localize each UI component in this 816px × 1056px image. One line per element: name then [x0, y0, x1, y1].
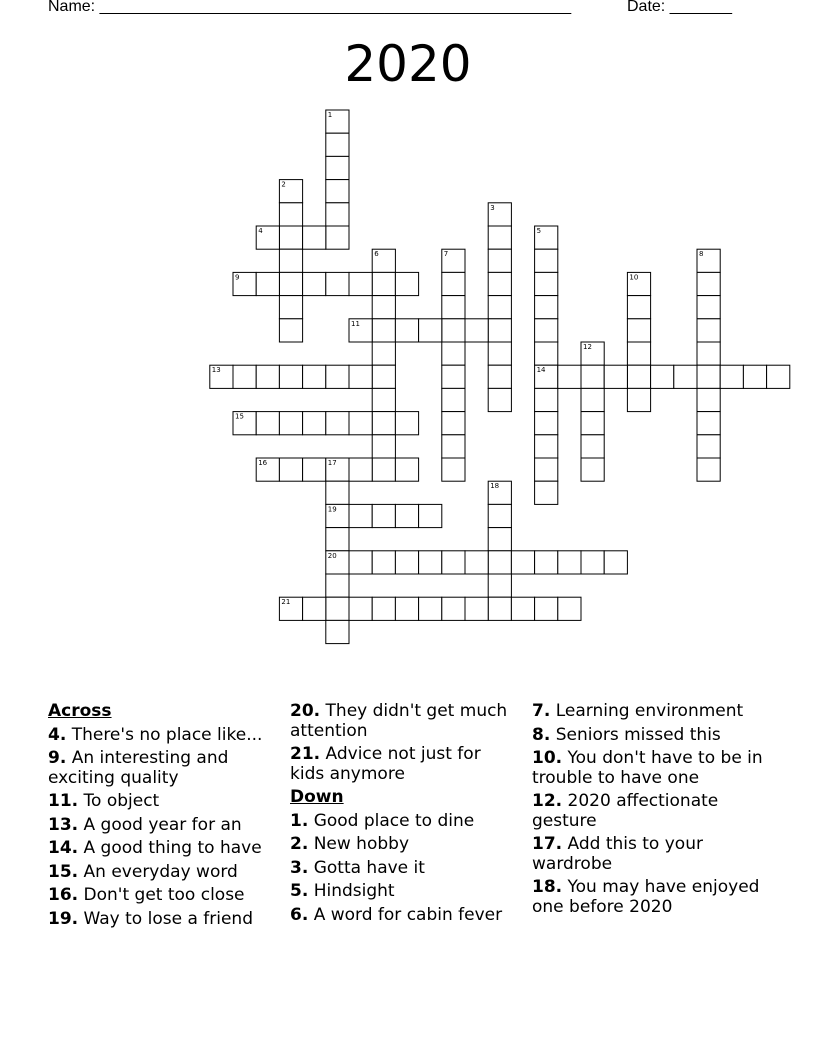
grid-cell[interactable] [535, 272, 558, 295]
grid-cell[interactable] [558, 365, 581, 388]
grid-cell[interactable] [279, 272, 302, 295]
grid-cell[interactable] [279, 319, 302, 342]
grid-cell[interactable] [720, 365, 743, 388]
grid-cell[interactable] [743, 365, 766, 388]
grid-cell[interactable] [372, 365, 395, 388]
grid-cell[interactable] [465, 551, 488, 574]
grid-cell[interactable] [581, 551, 604, 574]
grid-cell[interactable] [488, 319, 511, 342]
grid-cell[interactable] [488, 296, 511, 319]
grid-cell[interactable] [535, 388, 558, 411]
clue-number-label: 14 [536, 366, 546, 375]
grid-cell[interactable] [326, 528, 349, 551]
grid-cell[interactable] [535, 458, 558, 481]
grid-cell[interactable] [627, 388, 650, 411]
grid-cell[interactable] [535, 249, 558, 272]
grid-cell[interactable] [488, 272, 511, 295]
grid-cell[interactable] [627, 342, 650, 365]
clue-across-19: 19. Way to lose a friend [48, 908, 253, 929]
grid-cell[interactable] [581, 435, 604, 458]
clue-number-label: 10 [629, 273, 639, 282]
grid-cell[interactable] [256, 365, 279, 388]
grid-cell[interactable] [372, 272, 395, 295]
clue-across-13: 13. A good year for an [48, 814, 242, 835]
clue-number-label: 20 [327, 551, 337, 560]
grid-cell[interactable] [395, 319, 418, 342]
grid-cell[interactable] [535, 296, 558, 319]
clue-down-3: 3. Gotta have it [290, 857, 425, 878]
grid-cell[interactable] [465, 319, 488, 342]
date-field-label: Date: _______ [627, 0, 732, 15]
name-field-label: Name: _____________________________________________________ [48, 0, 572, 15]
grid-cell[interactable] [326, 226, 349, 249]
grid-cell[interactable] [442, 296, 465, 319]
grid-cell[interactable] [535, 551, 558, 574]
clue-number-label: 4 [258, 227, 263, 235]
grid-cell[interactable] [581, 388, 604, 411]
grid-cell[interactable] [349, 597, 372, 620]
grid-cell[interactable] [651, 365, 674, 388]
grid-cell[interactable] [326, 180, 349, 203]
grid-cell[interactable] [697, 296, 720, 319]
grid-cell[interactable] [697, 412, 720, 435]
grid-cell[interactable] [604, 365, 627, 388]
grid-cell[interactable] [442, 412, 465, 435]
grid-cell[interactable] [395, 597, 418, 620]
grid-cell[interactable] [442, 597, 465, 620]
clue-across-4: 4. There's no place like... [48, 724, 263, 745]
grid-cell[interactable] [442, 458, 465, 481]
grid-cell[interactable] [303, 412, 326, 435]
clue-number-label: 21 [281, 598, 291, 607]
grid-cell[interactable] [279, 296, 302, 319]
grid-cell[interactable] [395, 458, 418, 481]
clue-number-label: 18 [490, 482, 500, 491]
grid-cell[interactable] [488, 249, 511, 272]
grid-cell[interactable] [326, 481, 349, 504]
grid-cell[interactable] [488, 528, 511, 551]
grid-cell[interactable] [488, 226, 511, 249]
clue-number-label: 1 [327, 111, 333, 119]
clue-number-label: 15 [235, 412, 244, 421]
clue-across-9: 9. An interesting and exciting quality [48, 748, 229, 788]
grid-cell[interactable] [442, 365, 465, 388]
grid-cell[interactable] [488, 551, 511, 574]
grid-cell[interactable] [697, 458, 720, 481]
grid-cell[interactable] [395, 412, 418, 435]
grid-cell[interactable] [442, 435, 465, 458]
grid-cell[interactable] [419, 597, 442, 620]
grid-cell[interactable] [279, 412, 302, 435]
grid-cell[interactable] [256, 272, 279, 295]
grid-cell[interactable] [233, 365, 256, 388]
clue-number-label: 19 [327, 505, 337, 514]
grid-cell[interactable] [488, 388, 511, 411]
grid-cell[interactable] [674, 365, 697, 388]
grid-cell[interactable] [326, 203, 349, 226]
clue-across-20: 20. They didn't get much attention [290, 701, 508, 741]
clues-column-2 [290, 702, 520, 929]
grid-cell[interactable] [535, 597, 558, 620]
grid-cell[interactable] [442, 319, 465, 342]
grid-cell[interactable] [627, 365, 650, 388]
clue-number-label: 11 [351, 319, 360, 328]
grid-cell[interactable] [581, 412, 604, 435]
clue-down-5: 5. Hindsight [290, 881, 395, 901]
clue-across-16: 16. Don't get too close [48, 885, 245, 905]
grid-cell[interactable] [279, 203, 302, 226]
grid-cell[interactable] [558, 597, 581, 620]
grid-cell[interactable] [372, 458, 395, 481]
grid-cell[interactable] [349, 272, 372, 295]
grid-cell[interactable] [465, 597, 488, 620]
grid-cell[interactable] [349, 551, 372, 574]
grid-cell[interactable] [279, 249, 302, 272]
grid-cell[interactable] [349, 458, 372, 481]
grid-cell[interactable] [303, 597, 326, 620]
grid-cell[interactable] [535, 412, 558, 435]
clue-number-label: 12 [583, 343, 592, 351]
grid-cell[interactable] [535, 481, 558, 504]
clue-down-6: 6. A word for cabin fever [290, 904, 503, 925]
clue-down-2: 2. New hobby [290, 834, 410, 854]
grid-cell[interactable] [697, 272, 720, 295]
grid-cell[interactable] [372, 342, 395, 365]
grid-cell[interactable] [488, 365, 511, 388]
grid-cell[interactable] [372, 504, 395, 527]
grid-cell[interactable] [488, 597, 511, 620]
clue-number-label: 3 [490, 203, 495, 212]
grid-cell[interactable] [581, 365, 604, 388]
grid-cell[interactable] [442, 342, 465, 365]
grid-cell[interactable] [372, 597, 395, 620]
grid-cell[interactable] [511, 551, 534, 574]
grid-cell[interactable] [395, 272, 418, 295]
grid-cell[interactable] [627, 319, 650, 342]
clue-number-label: 16 [258, 459, 268, 467]
grid-cell[interactable] [535, 435, 558, 458]
grid-cell[interactable] [372, 412, 395, 435]
grid-cell[interactable] [419, 551, 442, 574]
grid-cell[interactable] [767, 365, 790, 388]
grid-cell[interactable] [372, 296, 395, 319]
grid-cell[interactable] [558, 551, 581, 574]
grid-cell[interactable] [279, 458, 302, 481]
across-heading: Across [48, 701, 112, 721]
grid-cell[interactable] [326, 620, 349, 643]
grid-cell[interactable] [326, 272, 349, 295]
grid-cell[interactable] [372, 435, 395, 458]
clue-number-label: 9 [235, 273, 240, 282]
clue-number-label: 17 [327, 459, 337, 467]
grid-cell[interactable] [535, 342, 558, 365]
clue-number-label: 5 [536, 227, 542, 235]
grid-cell[interactable] [372, 388, 395, 411]
grid-cell[interactable] [697, 319, 720, 342]
clue-across-11: 11. To object [48, 791, 160, 811]
grid-cell[interactable] [419, 504, 442, 527]
clue-down-7: 7. Learning environment [532, 701, 744, 721]
clue-number-label: 8 [699, 250, 704, 259]
down-heading: Down [290, 787, 344, 807]
clue-across-14: 14. A good thing to have [48, 838, 262, 858]
clue-down-17: 17. Add this to your wardrobe [532, 834, 703, 874]
grid-cell[interactable] [303, 272, 326, 295]
puzzle-title: 2020 [344, 35, 472, 93]
grid-cell[interactable] [303, 226, 326, 249]
grid-cell[interactable] [488, 504, 511, 527]
grid-cell[interactable] [627, 296, 650, 319]
grid-cell[interactable] [326, 365, 349, 388]
grid-cell[interactable] [442, 388, 465, 411]
grid-cell[interactable] [349, 365, 372, 388]
grid-cell[interactable] [697, 435, 720, 458]
grid-cell[interactable] [488, 574, 511, 597]
grid-cell[interactable] [326, 574, 349, 597]
clues-column-1 [48, 702, 278, 933]
clue-across-15: 15. An everyday word [48, 861, 238, 882]
clue-down-10: 10. You don't have to be in trouble to have one [532, 748, 763, 788]
grid-cell[interactable] [326, 133, 349, 156]
clue-down-18: 18. You may have enjoyed one before 2020 [532, 877, 760, 917]
grid-cell[interactable] [303, 458, 326, 481]
grid-cell[interactable] [372, 551, 395, 574]
grid-cell[interactable] [349, 504, 372, 527]
grid-cell[interactable] [511, 597, 534, 620]
grid-cell[interactable] [279, 365, 302, 388]
grid-cell[interactable] [442, 551, 465, 574]
clue-down-8: 8. Seniors missed this [532, 724, 721, 745]
grid-cell[interactable] [256, 412, 279, 435]
grid-cell[interactable] [349, 412, 372, 435]
clue-number-label: 2 [281, 180, 286, 189]
clue-number-label: 7 [443, 250, 449, 259]
grid-cell[interactable] [326, 156, 349, 179]
grid-cell[interactable] [326, 597, 349, 620]
grid-cell[interactable] [697, 388, 720, 411]
clue-number-label: 6 [374, 250, 379, 259]
grid-cell[interactable] [395, 551, 418, 574]
grid-cell[interactable] [697, 365, 720, 388]
grid-cell[interactable] [303, 365, 326, 388]
grid-cell[interactable] [697, 342, 720, 365]
clue-down-1: 1. Good place to dine [290, 810, 475, 831]
grid-cell[interactable] [488, 342, 511, 365]
clues-column-3 [532, 702, 772, 921]
grid-cell[interactable] [326, 412, 349, 435]
grid-cell[interactable] [419, 319, 442, 342]
grid-cell[interactable] [581, 458, 604, 481]
clue-down-12: 12. 2020 affectionate gesture [532, 791, 719, 831]
grid-cell[interactable] [442, 272, 465, 295]
grid-cell[interactable] [604, 551, 627, 574]
grid-cell[interactable] [535, 319, 558, 342]
grid-cell[interactable] [372, 319, 395, 342]
clue-number-label: 13 [211, 366, 221, 375]
grid-cell[interactable] [279, 226, 302, 249]
grid-cell[interactable] [395, 504, 418, 527]
clue-across-21: 21. Advice not just for kids anymore [290, 744, 481, 784]
